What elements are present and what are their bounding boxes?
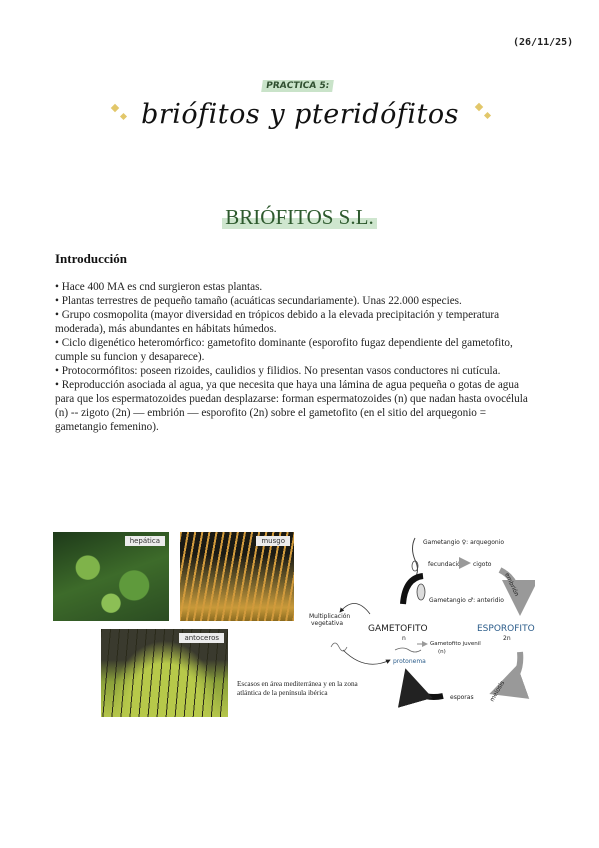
embrion-label: embrión [503, 571, 521, 598]
page-title: briófitos y pteridófitos [141, 99, 459, 130]
protonema-label: protonema [393, 658, 426, 665]
section-title [0, 205, 599, 230]
sparkle-icon [120, 113, 127, 120]
propagulo-sketch [331, 643, 347, 651]
bullet-item: • Grupo cosmopolita (mayor diversidad en trópicos debido a la elevada precipitación y temperatura moderada), más abundantes en hábitats húmedos. [55, 309, 500, 335]
intro-body [55, 280, 537, 434]
musgo-label: musgo [256, 536, 290, 546]
bullet-item: • Ciclo digenético heteromórfico: gametofito dominante (esporofito fugaz dependiente del gametofito, cumple su funcion y desaparece). [55, 337, 513, 363]
gametofito-n-label: n [402, 635, 406, 642]
gametangio-arquegonio-label: Gametangio ♀: arquegonio [423, 539, 505, 546]
bullet-item: • Plantas terrestres de pequeño tamaño (acuáticas secundariamente). Unas 22.000 especies. [55, 295, 462, 307]
life-cycle-diagram [305, 532, 535, 712]
sparkle-icon [111, 104, 119, 112]
gametofito-juvenil-n-label: (n) [438, 649, 446, 655]
section-title-text: BRIÓFITOS S.L. [222, 205, 376, 229]
esporas-arrow [407, 674, 443, 697]
bullet-item: • Hace 400 MA es cnd surgieron estas plantas. [55, 281, 263, 293]
esporofito-2n-label: 2n [503, 635, 511, 642]
anteridio-sketch [417, 584, 425, 600]
cigoto-label: cigoto [473, 561, 492, 568]
esporas-label: esporas [450, 694, 474, 701]
musgo-photo [180, 532, 294, 621]
antoceros-photo [101, 629, 228, 717]
gametofito-label: GAMETOFITO [368, 624, 428, 634]
vegetativa-label: vegetativa [311, 620, 344, 627]
arquegonio-sketch [413, 538, 418, 578]
gametofito-juvenil-label: Gametofito juvenil [430, 641, 481, 647]
sparkle-icon [484, 112, 491, 119]
antoceros-label: antoceros [179, 633, 224, 643]
figure-caption: Escasos en área mediterránea y en la zona atlántica de la península ibérica [237, 680, 358, 697]
gametangio-anteridio-label: Gametangio ♂: anteridio [429, 597, 504, 604]
fecundacion-label: fecundación [428, 561, 465, 568]
bullet-item: • Reproducción asociada al agua, ya que necesita que haya una lámina de agua pequeña o gotas de agua para que los espermatozoides puedan desplazarse: forman espermatozoides (n) que nadan hasta ovocélula (n) -- zigoto (2n) — embrión — esporofito (2n) sobre el gametofito (en el sitio del arquegonio = gametangio femenino). [55, 379, 528, 433]
hepatica-photo [53, 532, 169, 621]
intro-heading: Introducción [55, 251, 127, 266]
life-cycle-svg [305, 532, 535, 712]
multiplicacion-arrow-bottom [343, 650, 390, 664]
bullet-item: • Protocormófitos: poseen rizoides, caulidios y filidios. No presentan vasos conductores ni cutícula. [55, 365, 501, 377]
multiplicacion-label: Multiplicación [309, 613, 351, 620]
protonema-sketch [395, 648, 421, 652]
date-label: (26/11/25) [513, 37, 574, 48]
esporofito-label: ESPOROFITO [477, 624, 535, 634]
meiosis-label: meiosis [488, 679, 507, 703]
sparkle-icon [475, 103, 483, 111]
practica-label: PRACTICA 5: [261, 80, 334, 92]
hepatica-label: hepática [125, 536, 165, 546]
